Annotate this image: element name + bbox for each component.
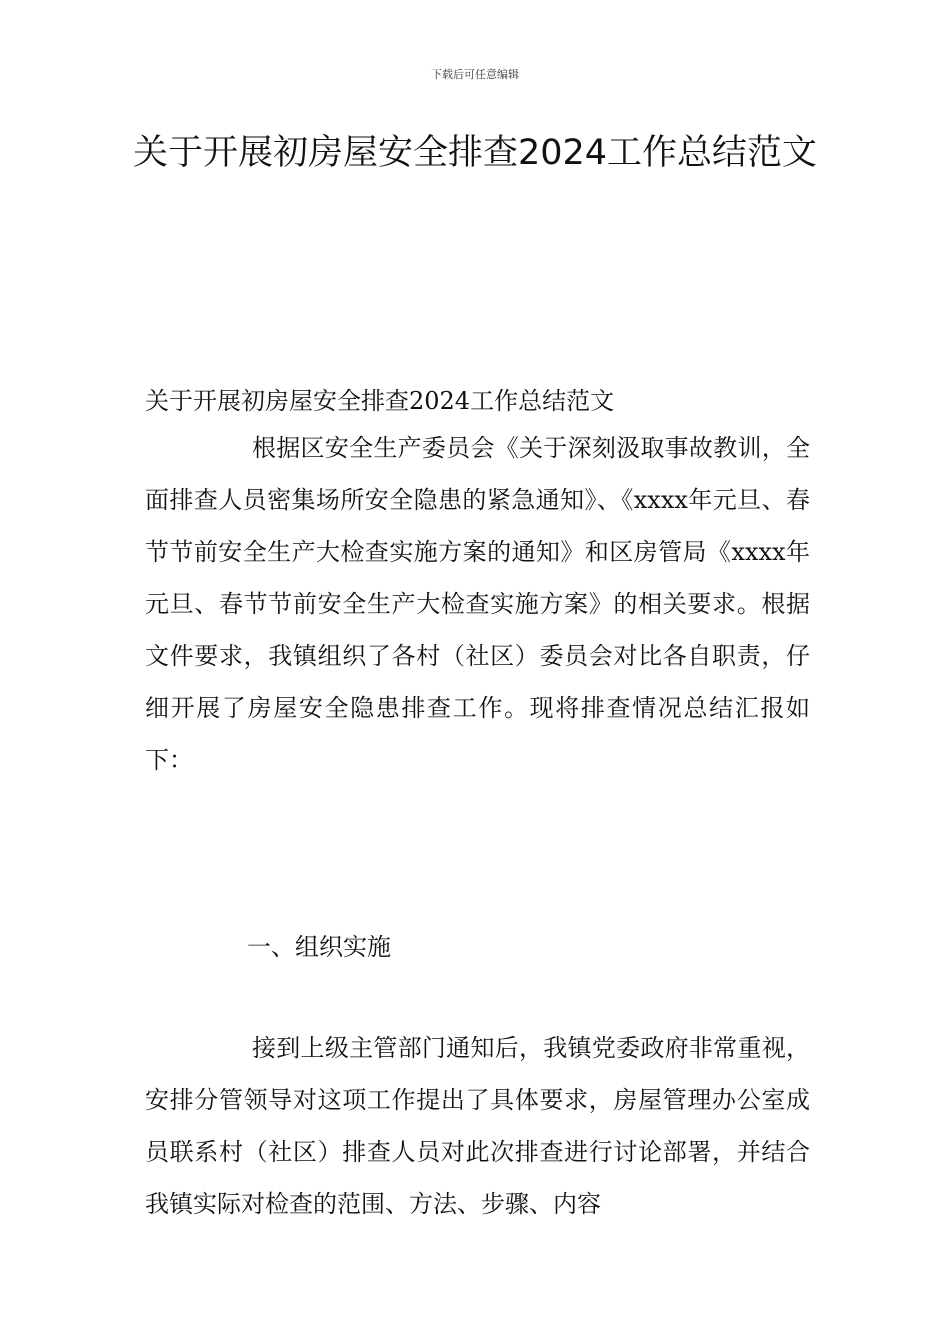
paragraph-organization: 接到上级主管部门通知后，我镇党委政府非常重视，安排分管领导对这项工作提出了具体要求，房屋管理办公室成员联系村（社区）排查人员对此次排查进行讨论部署，并结合我镇实际对检查的范围、方法、步骤、内容: [145, 1034, 810, 1218]
header-note: 下载后可任意编辑: [431, 68, 519, 81]
document-title: 关于开展初房屋安全排查2024工作总结范文: [132, 133, 818, 173]
document-subtitle: 关于开展初房屋安全排查2024工作总结范文: [145, 387, 615, 415]
section-heading-organization: 一、组织实施: [247, 933, 391, 961]
paragraph-intro: 根据区安全生产委员会《关于深刻汲取事故教训，全面排查人员密集场所安全隐患的紧急通知》、《xxxx年元旦、春节节前安全生产大检查实施方案的通知》和区房管局《xxxx年元旦、春节节前安全生产大检查实施方案》的相关要求。根据文件要求，我镇组织了各村（社区）委员会对比各自职责，仔细开展了房屋安全隐患排查工作。现将排查情况总结汇报如下：: [145, 434, 810, 774]
